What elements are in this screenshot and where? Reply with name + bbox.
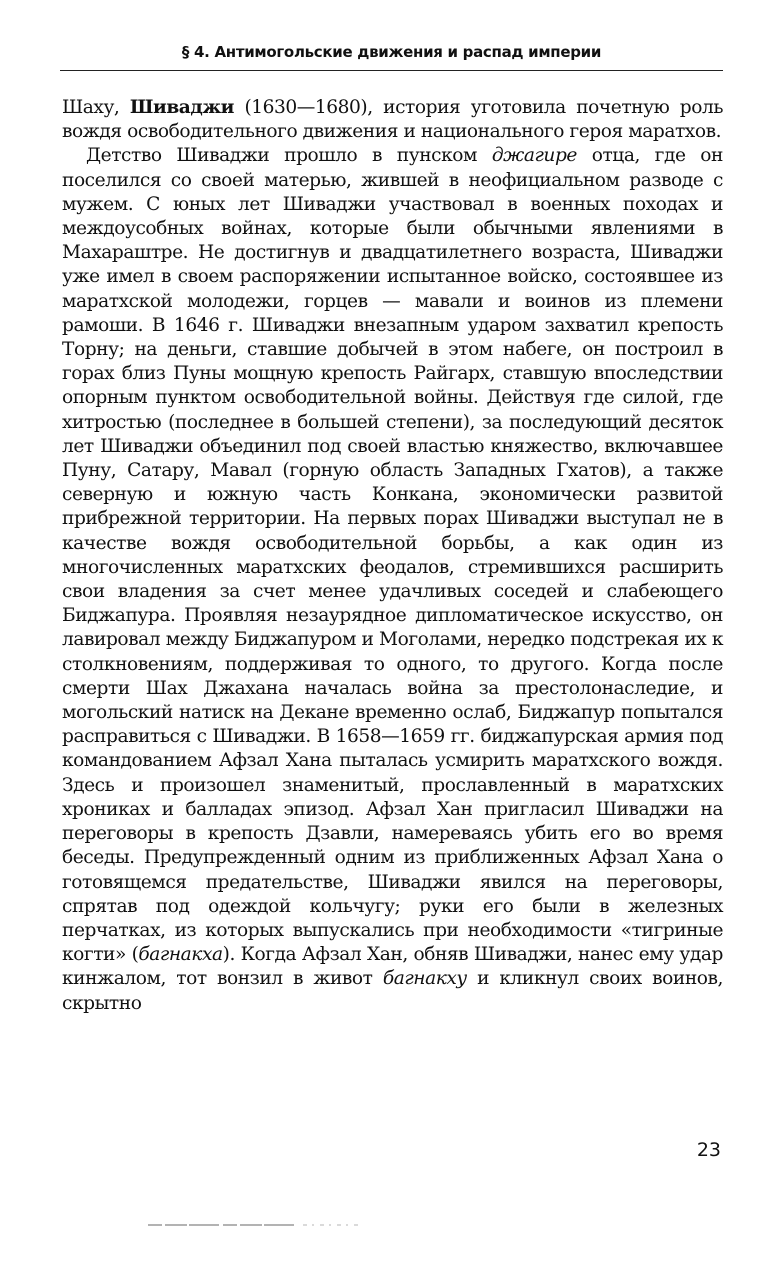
paragraph-2	[62, 144, 723, 1015]
term-bagnakha: багнакха	[138, 944, 223, 966]
paragraph-1	[62, 96, 723, 144]
term-bagnakhu: багнакху	[382, 968, 467, 990]
paragraph-2-text-c: ). Когда Афзал Хан, обняв Шиваджи, нанес ему удар кинжалом, тот вонзил в живот	[62, 944, 723, 990]
paragraph-2-text-b: отца, где он поселился со своей матерью, жившей в неофициальном разводе с мужем. С юных лет Шиваджи участвовал в военных походах и междоусобных войнах, которые были обычными явлениями в Махараштре. Не достигнув и двадцатилетнего возраста, Шиваджи уже имел в своем распоряжении испытанное войско, состоявшее из маратхской молодежи, горцев — мавали и воинов из племени рамоши. В 1646 г. Шиваджи внезапным ударом захватил крепость Торну; на деньги, ставшие добычей в этом набеге, он построил в горах близ Пуны мощную крепость Райгарх, ставшую впоследствии опорным пунктом освободительной войны. Действуя где силой, где хитростью (последнее в большей степени), за последующий десяток лет Шиваджи объединил под своей властью княжество, включавшее Пуну, Сатару, Мавал (горную область Западных Гхатов), а также северную и южную часть Конкана, экономически развитой прибрежной территории. На первых порах Шиваджи выступал не в качестве вождя освободительной борьбы, а как один из многочисленных маратхских феодалов, стремившихся расширить свои владения за счет менее удачливых соседей и слабеющего Биджапура. Проявляя незаурядное дипломатическое искусство, он лавировал между Биджапуром и Моголами, нередко подстрекая их к столкновениям, поддерживая то одного, то другого. Когда после смерти Шах Джахана началась война за престолонаследие, и могольский натиск на Декане временно ослаб, Биджапур попытался расправиться с Шиваджи. В 1658—1659 гг. биджапурская армия под командованием Афзал Хана пыталась усмирить маратхского вождя. Здесь и произошел знаменитый, прославленный в маратхских хрониках и балладах эпизод. Афзал Хан пригласил Шиваджи на переговоры в крепость Дзавли, намереваясь убить его во время беседы. Предупрежденный одним из приближенных Афзал Хана о готовящемся предательстве, Шиваджи явился на переговоры, спрятав под одеждой кольчугу; руки его были в железных перчатках, из которых выпускались при необходимости «тигриные когти» (	[62, 145, 723, 966]
name-shivaji-bold: Шиваджи	[129, 97, 234, 118]
paragraph-2-text-d: и кликнул своих воинов, скрытно	[62, 968, 723, 1014]
page-number: 23	[696, 1139, 721, 1161]
running-header: § 4. Антимогольские движения и распад империи	[181, 43, 602, 61]
paragraph-1-text-b: (1630—1680), история уготовила почетную роль вождя освободительного движения и национального героя маратхов.	[62, 97, 724, 143]
header-rule	[60, 70, 723, 71]
paragraph-2-text-a: Детство Шиваджи прошло в пунском	[86, 145, 492, 167]
term-jagir: джагире	[491, 145, 577, 167]
scan-smudge	[148, 1222, 388, 1228]
body-text	[62, 96, 723, 1016]
paragraph-1-text-a: Шаху,	[62, 97, 130, 118]
